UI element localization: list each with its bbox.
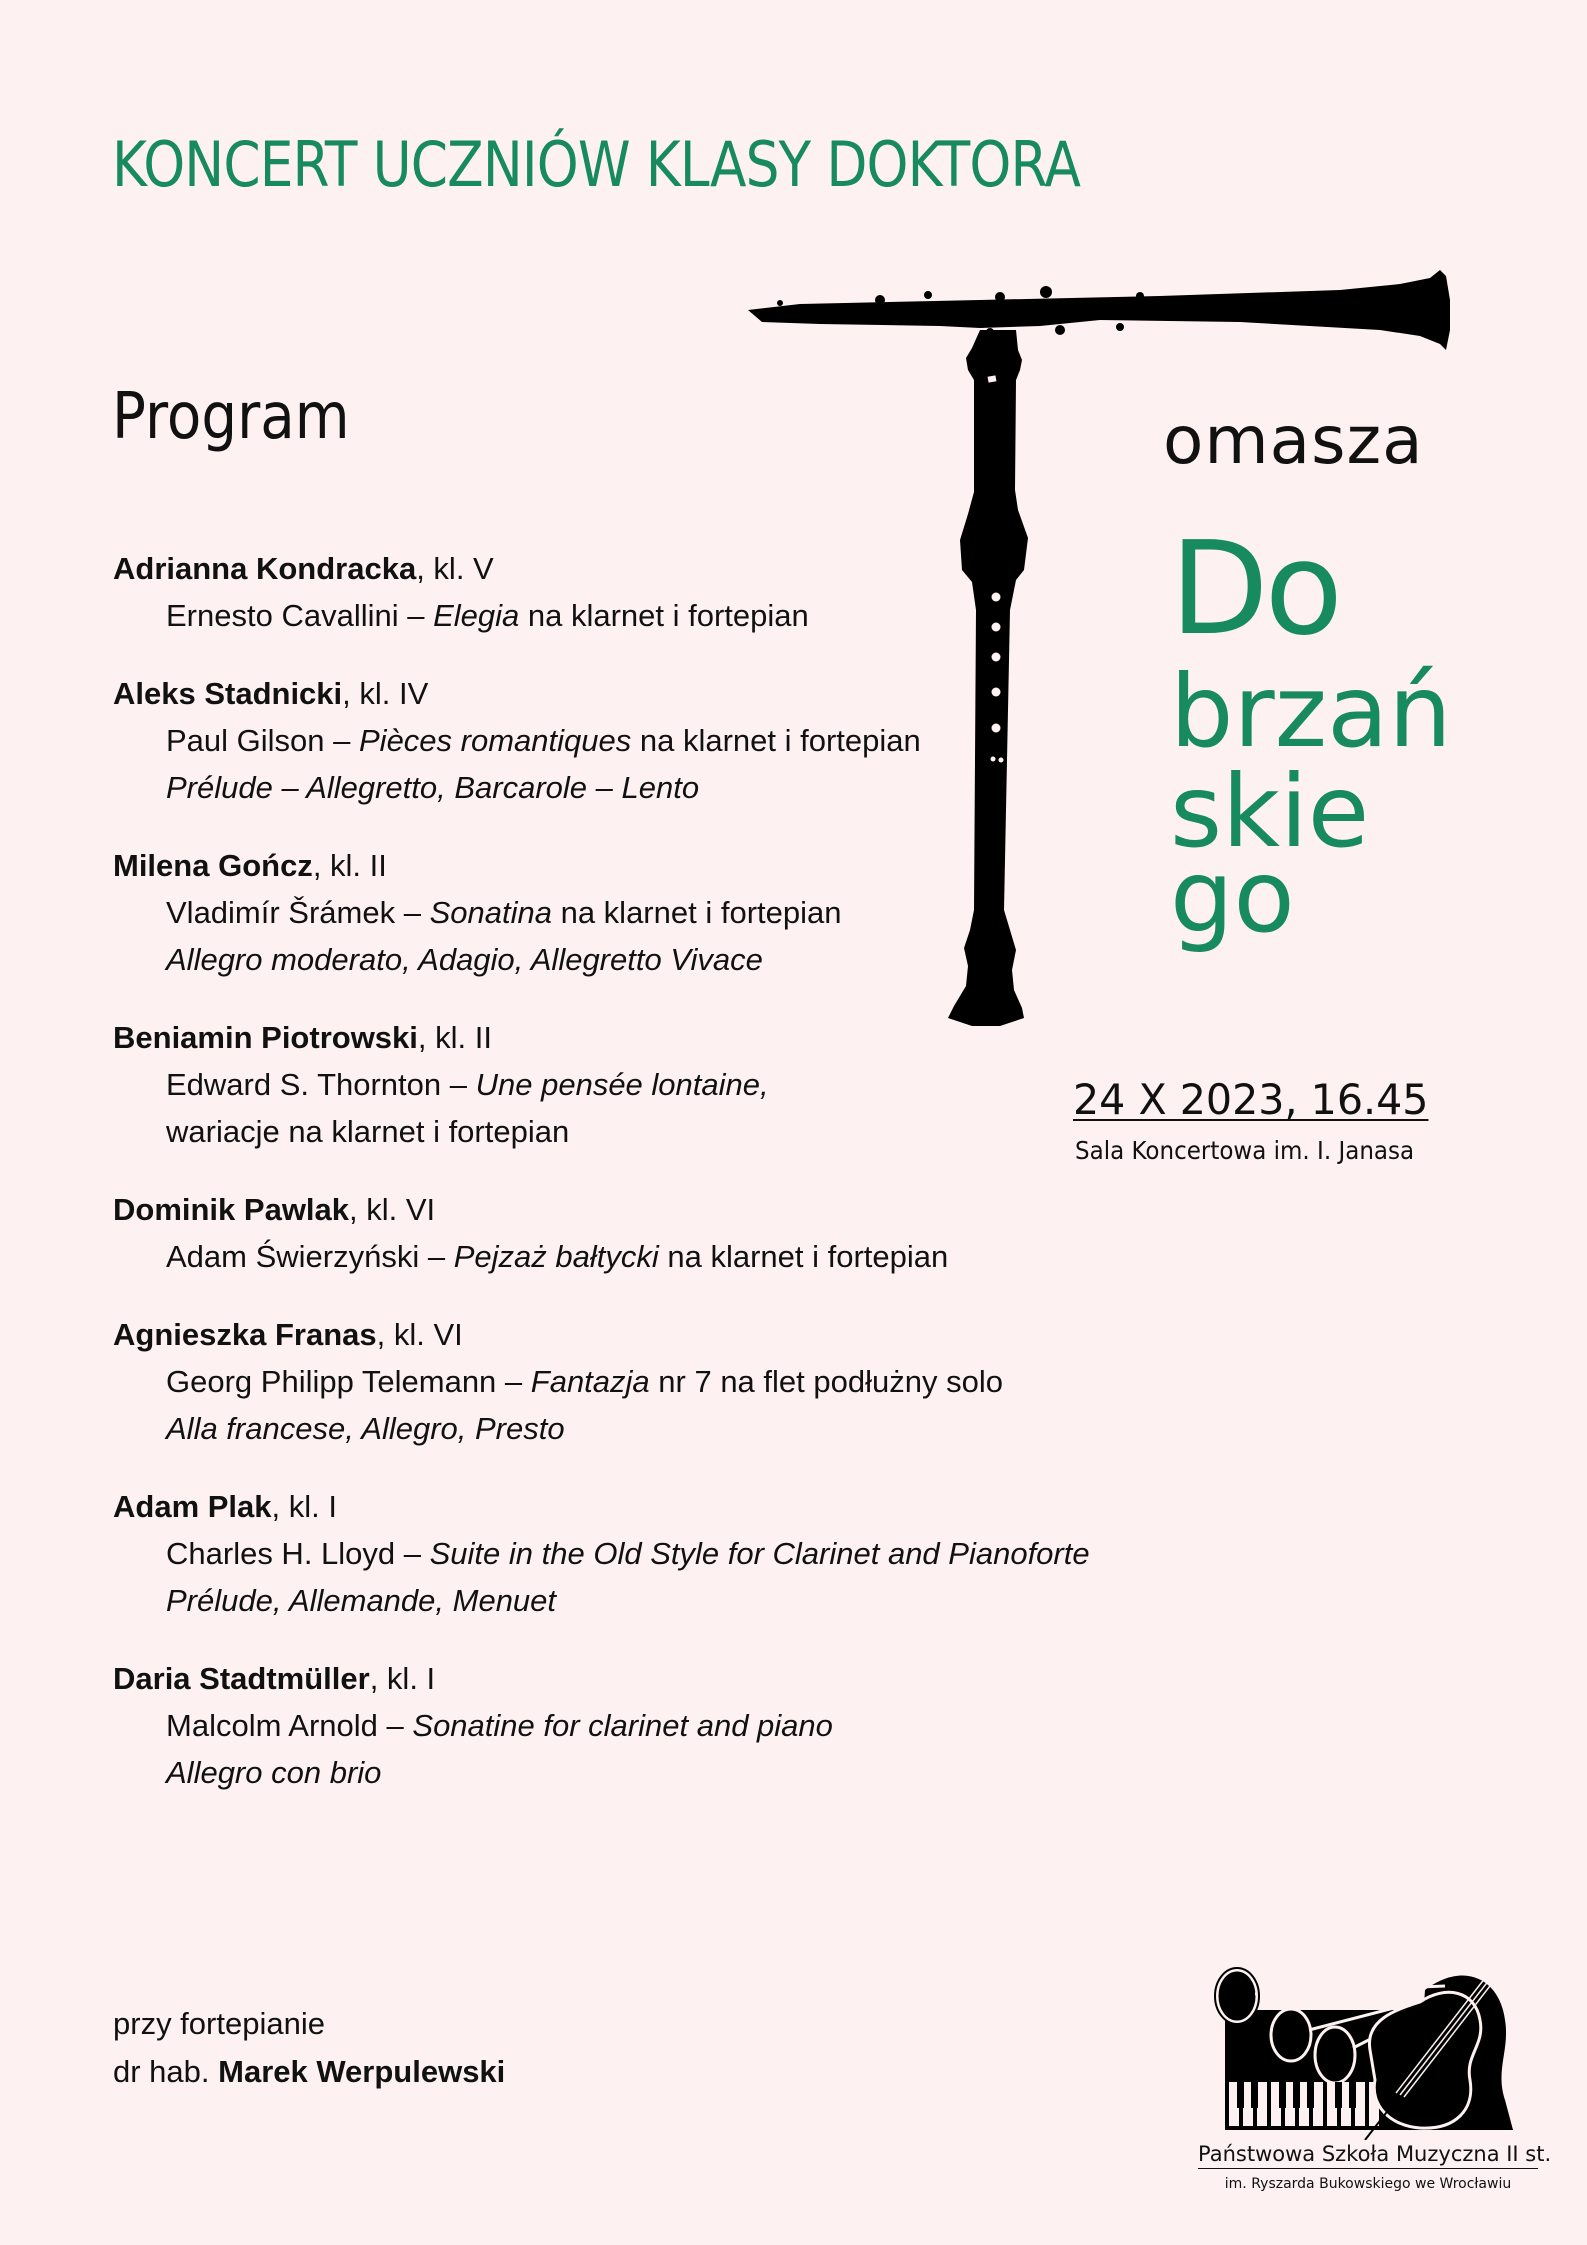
program-entry	[113, 1186, 1113, 1280]
performer-class: , kl. I	[271, 1489, 337, 1524]
work-title: Pièces romantiques	[359, 723, 632, 758]
accompanist-title: dr hab.	[113, 2054, 219, 2089]
work-suffix: nr 7 na flet podłużny solo	[649, 1364, 1003, 1399]
accompanist-line	[113, 2048, 505, 2096]
work-title: Sonatina	[429, 895, 552, 930]
performer-line	[113, 1014, 1113, 1061]
composer: Georg Philipp Telemann –	[166, 1364, 531, 1399]
composer: Ernesto Cavallini –	[166, 598, 434, 633]
work-title: Suite in the Old Style for Clarinet and Pianoforte	[429, 1536, 1090, 1571]
teacher-first-name: omasza	[1163, 402, 1424, 479]
movements: Allegro moderato, Adagio, Allegretto Vivace	[166, 942, 763, 977]
accompanist	[113, 2000, 505, 2096]
performer-line	[113, 1311, 1113, 1358]
work-line	[113, 1358, 1113, 1405]
program-entry	[113, 1483, 1113, 1624]
composer: Edward S. Thornton –	[166, 1067, 476, 1102]
program-title: Program	[112, 380, 350, 454]
program-entry	[113, 1655, 1113, 1796]
surname-part: Do	[1170, 515, 1339, 664]
movements: Prélude, Allemande, Menuet	[166, 1583, 557, 1618]
performer-name: Adam Plak	[113, 1489, 272, 1524]
composer: Charles H. Lloyd –	[166, 1536, 430, 1571]
performer-name: Adrianna Kondracka	[113, 551, 417, 586]
surname-part: skie	[1170, 753, 1370, 870]
performer-class: , kl. IV	[342, 676, 429, 711]
work-line	[113, 592, 1113, 639]
concert-venue: Sala Koncertowa im. I. Janasa	[1075, 1136, 1415, 1165]
performer-line	[113, 842, 1113, 889]
composer: Paul Gilson –	[166, 723, 359, 758]
work-line	[113, 1061, 1113, 1108]
performer-name: Aleks Stadnicki	[113, 676, 343, 711]
school-name: Państwowa Szkoła Muzyczna II st.	[1198, 2142, 1538, 2169]
work-line	[113, 1530, 1113, 1577]
movements: Alla francese, Allegro, Presto	[166, 1411, 565, 1446]
school-logo-icon	[1195, 1930, 1535, 2140]
performer-class: , kl. I	[369, 1661, 436, 1696]
work-title: Pejzaż bałtycki	[453, 1239, 659, 1274]
headline: KONCERT UCZNIÓW KLASY DOKTORA	[112, 128, 1081, 201]
movements: Allegro con brio	[166, 1755, 382, 1790]
program-entry	[113, 842, 1113, 983]
work-line	[113, 889, 1113, 936]
work-suffix: na klarnet i fortepian	[658, 1239, 949, 1274]
program-entry	[113, 670, 1113, 811]
program-entry	[113, 1014, 1113, 1155]
concert-date: 24 X 2023, 16.45	[1073, 1075, 1429, 1124]
school-subtitle: im. Ryszarda Bukowskiego we Wrocławiu	[1224, 2176, 1512, 2192]
work-suffix: na klarnet i fortepian	[519, 598, 809, 633]
work-line-continued: wariacje na klarnet i fortepian	[166, 1114, 570, 1149]
program-entry	[113, 1311, 1113, 1452]
performer-name: Agnieszka Franas	[113, 1317, 377, 1352]
composer: Vladimír Šrámek –	[166, 895, 430, 930]
performer-line	[113, 1655, 1113, 1702]
performer-class: , kl. II	[312, 848, 387, 883]
performer-name: Daria Stadtmüller	[113, 1661, 370, 1696]
work-line	[113, 717, 1113, 764]
work-title: Une pensée lontaine,	[475, 1067, 769, 1102]
performer-line	[113, 670, 1113, 717]
surname-part: brzań	[1170, 653, 1452, 770]
accompanist-label: przy fortepianie	[113, 2006, 325, 2041]
accompanist-name: Marek Werpulewski	[218, 2054, 506, 2089]
performer-class: , kl. V	[416, 551, 494, 586]
performer-line	[113, 1186, 1113, 1233]
work-title: Sonatine for clarinet and piano	[412, 1708, 833, 1743]
work-line	[113, 1702, 1113, 1749]
performer-name: Beniamin Piotrowski	[113, 1020, 418, 1055]
work-title: Fantazja	[530, 1364, 650, 1399]
performer-line	[113, 1483, 1113, 1530]
movements: Prélude – Allegretto, Barcarole – Lento	[166, 770, 700, 805]
composer: Adam Świerzyński –	[166, 1239, 454, 1274]
performer-class: , kl. VI	[349, 1192, 436, 1227]
work-suffix: na klarnet i fortepian	[631, 723, 921, 758]
performer-class: , kl. II	[417, 1020, 492, 1055]
program-entry	[113, 545, 1113, 639]
performer-name: Milena Gończ	[113, 848, 313, 883]
work-line	[113, 1233, 1113, 1280]
performer-class: , kl. VI	[376, 1317, 463, 1352]
performer-name: Dominik Pawlak	[113, 1192, 350, 1227]
work-title: Elegia	[433, 598, 520, 633]
work-suffix: na klarnet i fortepian	[551, 895, 842, 930]
surname-part: go	[1170, 838, 1295, 955]
composer: Malcolm Arnold –	[166, 1708, 413, 1743]
program-list	[113, 545, 1113, 1827]
performer-line	[113, 545, 1113, 592]
teacher-surname	[1170, 515, 1452, 955]
